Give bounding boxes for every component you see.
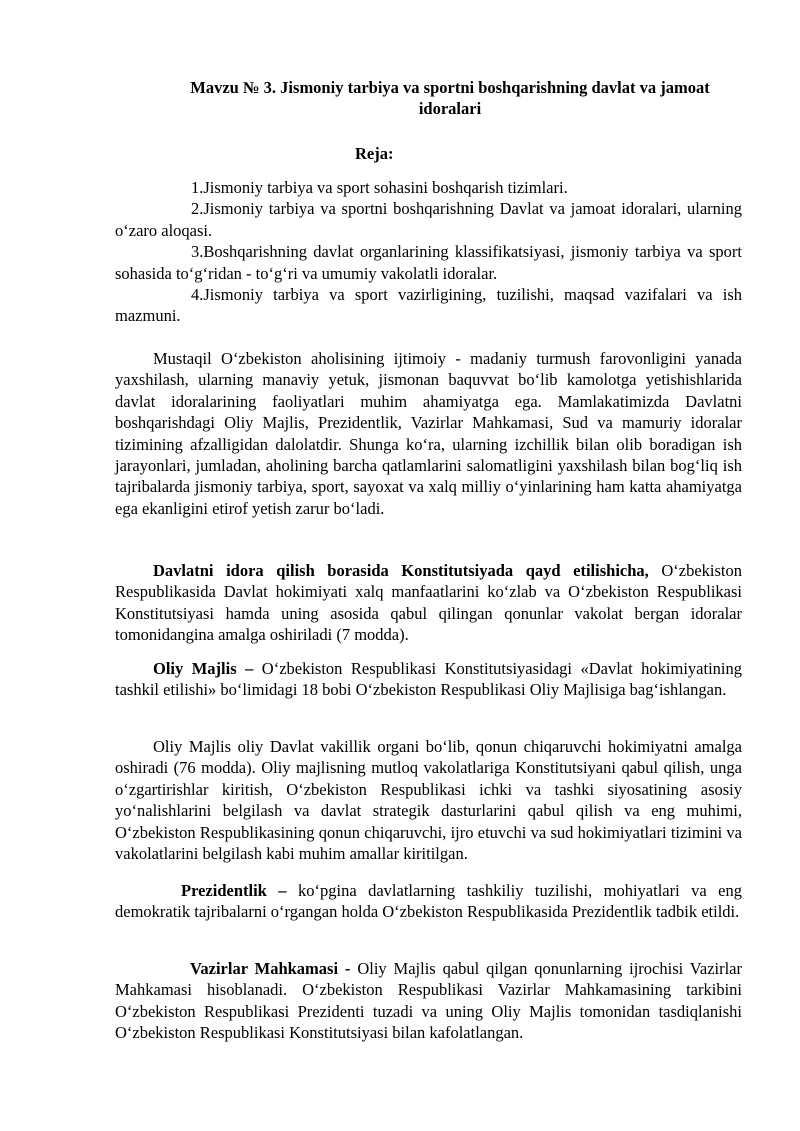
plan-item <box>115 177 742 198</box>
document-title: Mavzu № 3. Jismoniy tarbiya va sportni boshqarishning davlat va jamoat idoralari <box>190 78 710 119</box>
paragraph-prezidentlik <box>115 880 742 923</box>
paragraph-oliy-majlis-powers <box>115 736 742 864</box>
paragraph-text: O‘zbekiston Respublikasi Konstitutsiyasidagi «Davlat hokimiyatining tashkil etilishi» bo‘limidagi 18 bobi O‘zbekiston Respublikasi Oliy Majlisiga bag‘ishlangan. <box>115 659 742 700</box>
paragraph-text: ko‘pgina davlatlarning tashkiliy tuzilishi, mohiyatlari va eng demokratik tajribalarni o‘rgangan holda O‘zbekiston Respublikasida Prezidentlik tadbik etildi. <box>115 881 742 922</box>
plan-item-text: Boshqarishning davlat organlarining klassifikatsiyasi, jismoniy tarbiya va sport sohasida to‘g‘ridan - to‘g‘ri va umumiy vakolatli idoralar. <box>115 242 742 283</box>
plan-item <box>115 241 742 284</box>
plan-item-number: 2. <box>191 199 204 219</box>
plan-item-text: Jismoniy tarbiya va sport sohasini boshqarish tizimlari. <box>203 178 568 197</box>
paragraph-text: O‘zbekiston Respublikasida Davlat hokimiyati xalq manfaatlarini ko‘zlab va O‘zbekiston Respublikasi Konstitutsiyasi hamda uning asosida qabul qilingan qonunlar vakolat bergan idoralar tomonidangina amalga oshiriladi (7 modda). <box>115 561 742 645</box>
paragraph-intro <box>115 348 742 519</box>
paragraph-text: Mustaqil O‘zbekiston aholisining ijtimoiy - madaniy turmush farovonligini yanada yaxshilash, ularning manaviy yetuk, jismonan baquvvat bo‘lib kamolotga yetishishlarida davlat idoralarining faoliyatlari muhim ahamiyatga ega. Mamlakatimizda Davlatni boshqarishdagi Oliy Majlis, Prezidentlik, Vazirlar Mahkamasi, Sud va mamuriy idoralar tizimining afzalligidan dalolatdir. Shunga ko‘ra, ularning izchillik bilan olib boradigan ish jarayonlari, jumladan, aholining barcha qatlamlarini salomatligini yaxshilash bilan bog‘liq ish tajribalarda jismoniy tarbiya, sport, sayoxat va xalq milliy o‘yinlarining ham katta ahamiyatga ega ekanligini etirof yetish zarur bo‘ladi. <box>115 349 742 518</box>
paragraph-text: Oliy Majlis oliy Davlat vakillik organi bo‘lib, qonun chiqaruvchi hokimiyatni amalga oshiradi (76 modda). Oliy majlisning mutloq vakolatlariga Konstitutsiyani qabul qilish, unga o‘zgartirishlar kiritish, O‘zbekiston Respublikasi ichki va tashki siyosatining asosiy yo‘nalishlarini belgilash va davlat strategik dasturlarini qabul qilish va eng muhimi, O‘zbekiston Respublikasining qonun chiqaruvchi, ijro etuvchi va sud hokimiyatlari tizimini va vakolatlarini belgilash kabi muhim amallar kiritilgan. <box>115 737 742 864</box>
plan-item-number: 4. <box>191 285 204 305</box>
plan-heading: Reja: <box>355 144 394 163</box>
plan-item <box>115 198 742 241</box>
paragraph-lead: Vazirlar Mahkamasi - <box>190 959 351 978</box>
plan-item-number: 3. <box>191 242 204 262</box>
plan-item-number: 1. <box>191 178 204 197</box>
plan-list <box>115 177 742 327</box>
paragraph-oliy-majlis <box>115 658 742 701</box>
paragraph-lead: Oliy Majlis – <box>153 659 254 678</box>
plan-item-text: Jismoniy tarbiya va sport vazirligining, tuzilishi, maqsad vazifalari va ish mazmuni. <box>115 285 742 326</box>
paragraph-text: Oliy Majlis qabul qilgan qonunlarning ijrochisi Vazirlar Mahkamasi hisoblanadi. O‘zbekiston Respublikasi Vazirlar Mahkamasining tarkibini O‘zbekiston Respublikasi Prezidenti tuzadi va uning Oliy Majlis tomonidan tasdiqlanishi O‘zbekiston Respublikasi Konstitutsiyasi bilan kafolatlangan. <box>115 959 742 1043</box>
plan-item-text: Jismoniy tarbiya va sportni boshqarishning Davlat va jamoat idoralari, ularning o‘zaro aloqasi. <box>115 199 742 240</box>
paragraph-constitution <box>115 560 742 646</box>
paragraph-vazirlar-mahkamasi <box>115 958 742 1044</box>
paragraph-lead: Davlatni idora qilish borasida Konstitutsiyada qayd etilishicha, <box>153 561 649 580</box>
paragraph-lead: Prezidentlik – <box>181 881 287 900</box>
plan-item <box>115 284 742 327</box>
